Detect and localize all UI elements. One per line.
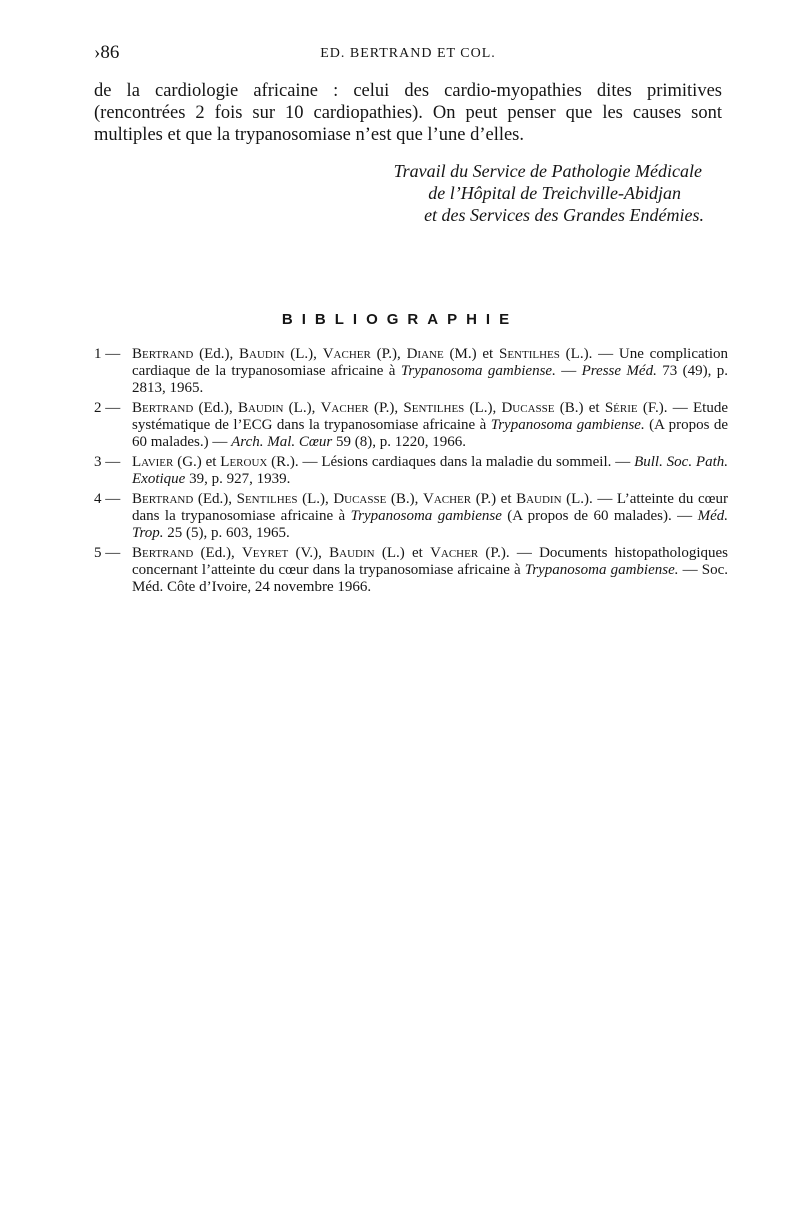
bibliography-heading: BIBLIOGRAPHIE: [281, 311, 519, 328]
credit-line: et des Services des Grandes Endémies.: [424, 205, 704, 225]
reference-segment: (L.). — Une complication cardiaque de la trypanosomiase africaine à: [132, 346, 728, 379]
reference-segment: — Soc. Méd. Côte d’Ivoire, 24 novembre 1966.: [132, 562, 728, 595]
author-name: Bertrand: [132, 491, 194, 507]
reference-segment: (Ed.),: [193, 491, 237, 507]
reference-entry: [94, 454, 728, 488]
author-name: Baudin: [237, 400, 284, 416]
reference-segment: 59 (8), p. 1220, 1966.: [332, 434, 467, 450]
reference-segment: (L.),: [284, 346, 323, 362]
reference-segment: 73 (49), p. 2813, 1965.: [132, 363, 728, 396]
author-name: Bertrand: [132, 545, 194, 561]
author-name: Vacher: [322, 346, 371, 362]
reference-number: 5 —: [94, 545, 121, 561]
reference-text: [132, 346, 728, 396]
italic-title: Trypanosoma gambiense.: [400, 363, 556, 379]
italic-title: Trypanosoma gambiense.: [524, 562, 679, 578]
author-name: Vacher: [430, 545, 479, 561]
italic-title: Arch. Mal. Cœur: [231, 434, 333, 450]
author-name: Sentilhes: [403, 400, 465, 416]
reference-segment: (R.). — Lésions cardiaques dans la maladie du sommeil. —: [267, 454, 635, 470]
reference-segment: (G.) et: [173, 454, 221, 470]
reference-segment: (L.),: [283, 400, 321, 416]
author-name: Vacher: [320, 400, 369, 416]
reference-segment: (A propos de 60 malades.) —: [132, 417, 728, 450]
reference-segment: (L.),: [297, 491, 334, 507]
author-name: Baudin: [239, 346, 285, 362]
reference-entry: [94, 346, 728, 397]
reference-text: [132, 491, 728, 541]
italic-title: Bull. Soc. Path. Exotique: [132, 454, 728, 487]
affiliation-credit: [300, 160, 704, 226]
author-name: Veyret: [241, 545, 289, 561]
author-name: Leroux: [220, 454, 268, 470]
page-number: ›86: [94, 42, 120, 63]
reference-number: 3 —: [94, 454, 121, 470]
reference-text: [132, 545, 728, 595]
reference-segment: (P.),: [368, 400, 404, 416]
author-name: Ducasse: [501, 400, 555, 416]
reference-segment: (B.) et: [554, 400, 605, 416]
reference-entry: [94, 545, 728, 596]
author-name: Diane: [406, 346, 444, 362]
author-name: Baudin: [329, 545, 375, 561]
reference-list: [94, 346, 728, 599]
reference-entry: [94, 400, 728, 451]
italic-title: Trypanosoma gambiense: [350, 508, 502, 524]
italic-title: Presse Méd.: [581, 363, 657, 379]
reference-segment: (Ed.),: [193, 346, 240, 362]
author-name: Bertrand: [132, 346, 194, 362]
reference-segment: (L.). — L’atteinte du cœur dans la trypanosomiase africaine à: [132, 491, 728, 524]
reference-text: [132, 454, 728, 487]
reference-segment: (A propos de 60 malades). —: [501, 508, 698, 524]
reference-segment: (P.). — Documents histopathologiques concernant l’atteinte du cœur dans la trypanosomiase africaine à: [132, 545, 728, 578]
reference-segment: —: [555, 363, 582, 379]
reference-segment: (V.),: [288, 545, 330, 561]
reference-segment: (Ed.),: [193, 545, 242, 561]
reference-segment: (M.) et: [443, 346, 499, 362]
body-paragraph: de la cardiologie africaine : celui des cardio-myopathies dites primitives (rencontrées 2 fois sur 10 cardiopathies). On peut penser que les causes sont multiples et que la trypanosomiase n’est que l’une d’elles.: [94, 81, 722, 145]
italic-title: Trypanosoma gambiense.: [490, 417, 645, 433]
reference-segment: (L.),: [464, 400, 502, 416]
reference-segment: 25 (5), p. 603, 1965.: [163, 525, 290, 541]
author-name: Ducasse: [333, 491, 387, 507]
italic-title: Méd. Trop.: [132, 508, 728, 541]
reference-segment: (B.),: [386, 491, 423, 507]
page-header: [94, 42, 722, 68]
reference-entry: [94, 491, 728, 542]
author-name: Série: [604, 400, 638, 416]
credit-line: de l’Hôpital de Treichville-Abidjan: [428, 183, 681, 203]
reference-segment: (P.),: [370, 346, 407, 362]
author-name: Sentilhes: [498, 346, 560, 362]
running-head: ED. BERTRAND ET COL.: [320, 46, 496, 61]
credit-line: Travail du Service de Pathologie Médicale: [393, 161, 702, 181]
author-name: Bertrand: [132, 400, 194, 416]
reference-number: 2 —: [94, 400, 121, 416]
reference-segment: (F.). — Etude systématique de l’ECG dans la trypanosomiase africaine à: [132, 400, 728, 433]
reference-segment: (P.) et: [471, 491, 517, 507]
reference-number: 1 —: [94, 346, 121, 362]
author-name: Vacher: [422, 491, 472, 507]
reference-number: 4 —: [94, 491, 121, 507]
author-name: Lavier: [132, 454, 174, 470]
author-name: Sentilhes: [236, 491, 298, 507]
reference-segment: 39, p. 927, 1939.: [185, 471, 291, 487]
reference-segment: (L.) et: [374, 545, 431, 561]
reference-segment: (Ed.),: [193, 400, 238, 416]
author-name: Baudin: [516, 491, 562, 507]
reference-text: [132, 400, 728, 450]
